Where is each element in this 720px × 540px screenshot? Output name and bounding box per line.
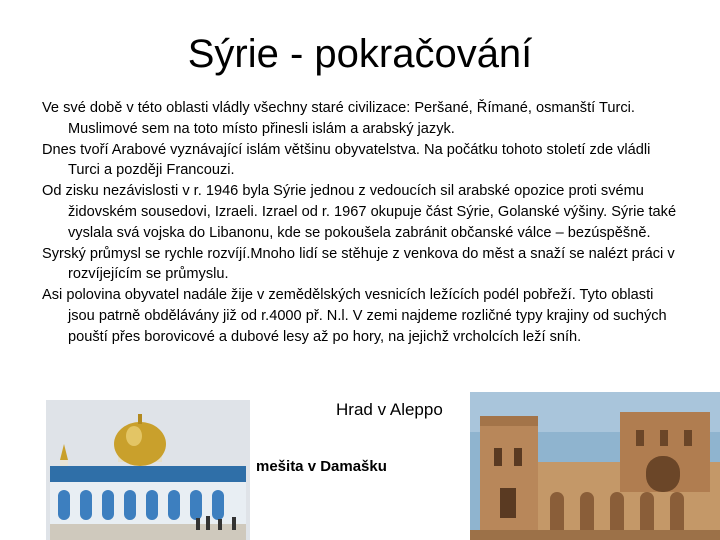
caption-damascus-mosque: mešita v Damašku [256,458,387,475]
caption-aleppo-castle: Hrad v Aleppo [336,400,443,419]
paragraph-agriculture: Asi polovina obyvatel nadále žije v zemědělských vesnicích ležících podél pobřeží. Tyto oblasti jsou patrně obdělávány již od r.4000 př. N.l. V zemi najdeme rozličné typy krajiny od suchých pouští přes borovicové a dubové lesy až po hory, na jejichž vrcholcích leží sníh. [42,287,667,345]
slide-body [42,98,682,348]
paragraph-independence: Od zisku nezávislosti v r. 1946 byla Sýrie jednou z vedoucích sil arabské opozice proti svému židovském sousedovi, Izraeli. Izrael od r. 1967 okupuje část Sýrie, Golanské výšiny. Sýrie také vyslala svá vojska do Libanonu, kde se pokoušela zabránit občanské válce – bezúspěšně. [42,183,677,241]
slide-title: Sýrie - pokračování [187,32,533,76]
mosque-damascus-photo [46,400,250,540]
paragraph-population: Dnes tvoří Arabové vyznávající islám většinu obyvatelstva. Na počátku tohoto století zde vládli Turci a později Francouzi. [42,141,651,179]
aleppo-citadel-photo [470,392,720,540]
paragraph-industry: Syrský průmysl se rychle rozvíjí.Mnoho lidí se stěhuje z venkova do měst a snaží se nalézt práci v rozvíjejícím se průmyslu. [42,245,675,283]
paragraph-history: Ve své době v této oblasti vládly všechny staré civilizace: Peršané, Římané, osmanští Turci. Muslimové sem na toto místo přinesli islám a arabský jazyk. [42,100,635,137]
